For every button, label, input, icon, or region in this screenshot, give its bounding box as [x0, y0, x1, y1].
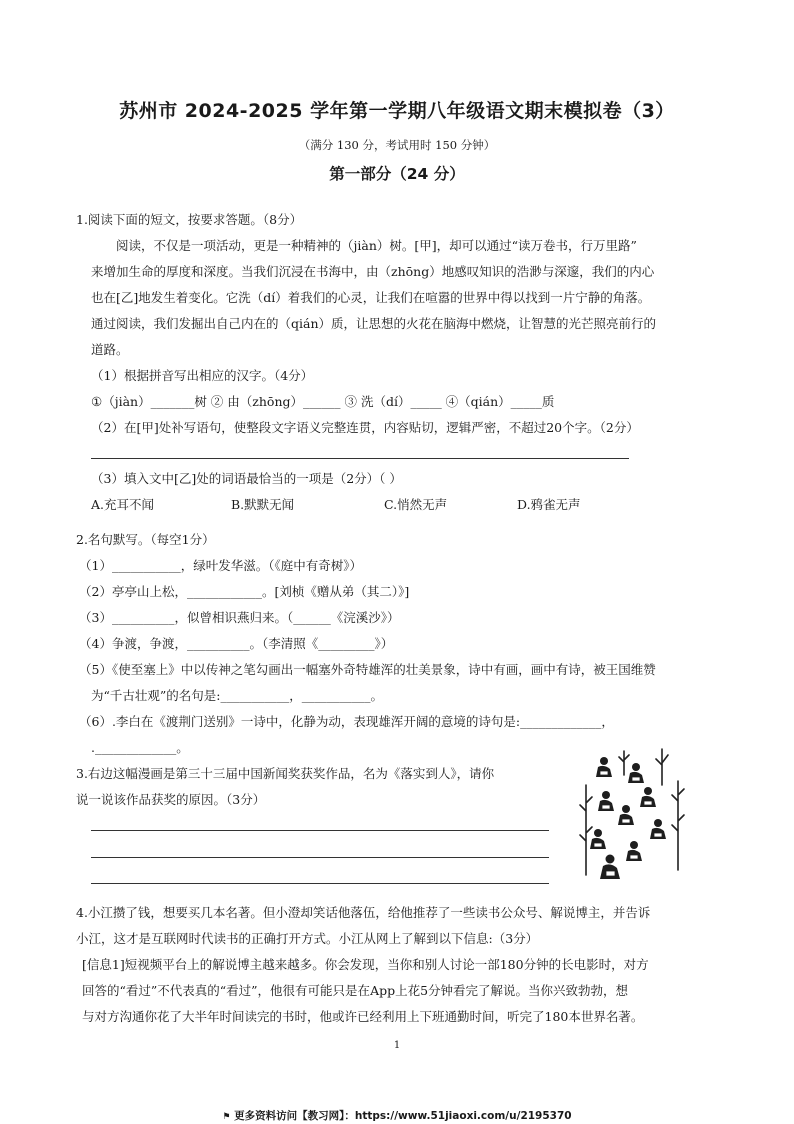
answer-line: [91, 830, 549, 831]
q2-item: （1）___________，绿叶发华滋。（《庭中有奇树》）: [79, 558, 362, 573]
q3-line: 说一说该作品获奖的原因。（3分）: [76, 792, 266, 807]
q1-sub2: （2）在[甲]处补写语句，使整段文字语义完整连贯，内容贴切，逻辑严密，不超过20个字。（2分）: [91, 420, 639, 435]
q2-item: （3）__________，似曾相识燕归来。（______《浣溪沙》）: [79, 610, 400, 625]
q1-stem: 1.阅读下面的短文，按要求答题。（8分）: [76, 212, 303, 227]
q1-sub1: （1）根据拼音写出相应的汉字。（4分）: [91, 368, 314, 383]
q1-option-d: D.鸦雀无声: [517, 497, 581, 512]
exam-title: 苏州市 2024-2025 学年第一学期八年级语文期末模拟卷（3）: [119, 100, 675, 122]
q4-line: 与对方沟通你花了大半年时间读完的书时，他或许已经利用上下班通勤时间，听完了180本世界名著。: [82, 1009, 644, 1024]
q2-item: 为“千古壮观”的名句是:___________，___________。: [91, 688, 383, 703]
answer-line: [91, 857, 549, 858]
q1-passage-line: 也在[乙]地发生着变化。它洗（dí）着我们的心灵，让我们在喧嚣的世界中得以找到一片宁静的角落。: [91, 290, 651, 305]
exam-subtitle: （满分 130 分，考试用时 150 分钟）: [298, 138, 496, 152]
footer: [0, 1108, 794, 1123]
q2-item: ._____________。: [91, 740, 189, 755]
page-number: 1: [393, 1040, 401, 1051]
q2-item: （5）《使至塞上》中以传神之笔勾画出一幅塞外奇特雄浑的壮美景象，诗中有画，画中有诗，被王国维赞: [79, 662, 656, 677]
q4-line: 4.小江攒了钱，想要买几本名著。但小澄却笑话他落伍，给他推荐了一些读书公众号、解说博主，并告诉: [76, 905, 651, 920]
q1-sub1-items: ①（jiàn）_______树 ② 由（zhōng）______ ③ 洗（dí）_____ ④（qián）_____质: [91, 394, 555, 409]
q4-line: [信息1]短视频平台上的解说博主越来越多。你会发现，当你和别人讨论一部180分钟的长电影时，对方: [82, 957, 649, 972]
footer-link[interactable]: 更多资料访问【教习网】：https://www.51jiaoxi.com/u/2195370: [234, 1110, 572, 1122]
q4-line: 小江，这才是互联网时代读书的正确打开方式。小江从网上了解到以下信息:（3分）: [76, 931, 539, 946]
answer-line: [91, 458, 629, 459]
q1-option-b: B.默默无闻: [231, 497, 295, 512]
cartoon-illustration: [574, 745, 692, 885]
q1-option-a: A.充耳不闻: [91, 497, 155, 512]
q3-line: 3.右边这幅漫画是第三十三届中国新闻奖获奖作品，名为《落实到人》，请你: [76, 766, 495, 781]
flag-icon: ⚑: [222, 1112, 231, 1122]
answer-line: [91, 883, 549, 884]
q1-passage-line: 通过阅读，我们发掘出自己内在的（qián）质，让思想的火花在脑海中燃烧，让智慧的光芒照亮前行的: [91, 316, 657, 331]
q1-sub3: （3）填入文中[乙]处的词语最恰当的一项是（2分）（ ）: [91, 471, 402, 486]
q1-passage-line: 阅读，不仅是一项活动，更是一种精神的（jiàn）树。[甲]，却可以通过“读万卷书，行万里路”: [116, 238, 637, 253]
q1-option-c: C.悄然无声: [384, 497, 448, 512]
q1-passage-line: 道路。: [91, 342, 129, 357]
q4-line: 回答的“看过”不代表真的“看过”，他很有可能只是在App上花5分钟看完了解说。当你兴致勃勃，想: [82, 983, 629, 998]
q2-item: （4）争渡，争渡，__________。（李清照《_________》）: [79, 636, 394, 651]
q2-item: （6）.李白在《渡荆门送别》一诗中，化静为动，表现雄浑开阔的意境的诗句是:_____________，: [79, 714, 614, 729]
q1-passage-line: 来增加生命的厚度和深度。当我们沉浸在书海中，由（zhōng）地感叹知识的浩渺与深邃，我们的内心: [91, 264, 655, 279]
q2-stem: 2.名句默写。（每空1分）: [76, 532, 215, 547]
part-heading: 第一部分（24 分）: [329, 165, 465, 183]
q2-item: （2）亭亭山上松，____________。[刘桢《赠从弟（其二）》]: [79, 584, 410, 599]
